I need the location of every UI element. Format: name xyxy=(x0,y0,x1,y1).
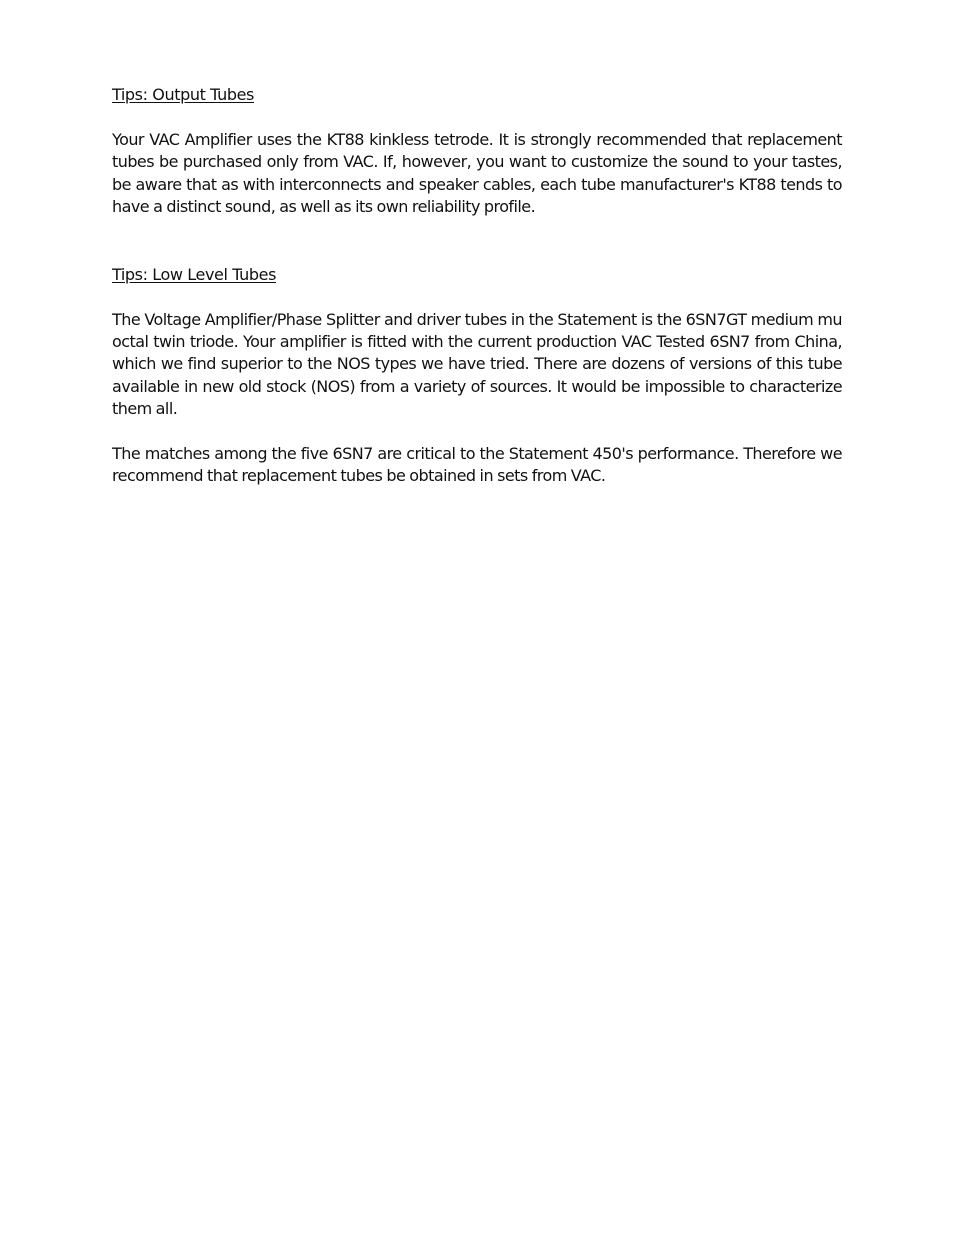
paragraph: Your VAC Amplifier uses the KT88 kinkless tetrode. It is strongly recommended that replacement tubes be purchased only from VAC. If, however, you want to customize the sound to your tastes, be aware that as with interconnects and speaker cables, each tube manufacturer's KT88 tends to have a distinct sound, as well as its own reliability profile. xyxy=(112,130,842,217)
document-page xyxy=(112,84,842,487)
section-heading: Tips: Output Tubes xyxy=(112,85,254,104)
section-output-tubes xyxy=(112,84,842,219)
section-heading: Tips: Low Level Tubes xyxy=(112,264,277,284)
paragraph: The Voltage Amplifier/Phase Splitter and driver tubes in the Statement is the 6SN7GT medium mu octal twin triode. Your amplifier is fitted with the current production VAC Tested 6SN7 from China, which we find superior to the NOS types we have tried. There are dozens of versions of this tube available in new old stock (NOS) from a variety of sources. It would be impossible to characterize them all. xyxy=(112,309,842,419)
section-low-level-tubes xyxy=(112,264,842,488)
paragraph: The matches among the five 6SN7 are critical to the Statement 450's performance. Therefore we recommend that replacement tubes be obtained in sets from VAC. xyxy=(112,443,842,486)
